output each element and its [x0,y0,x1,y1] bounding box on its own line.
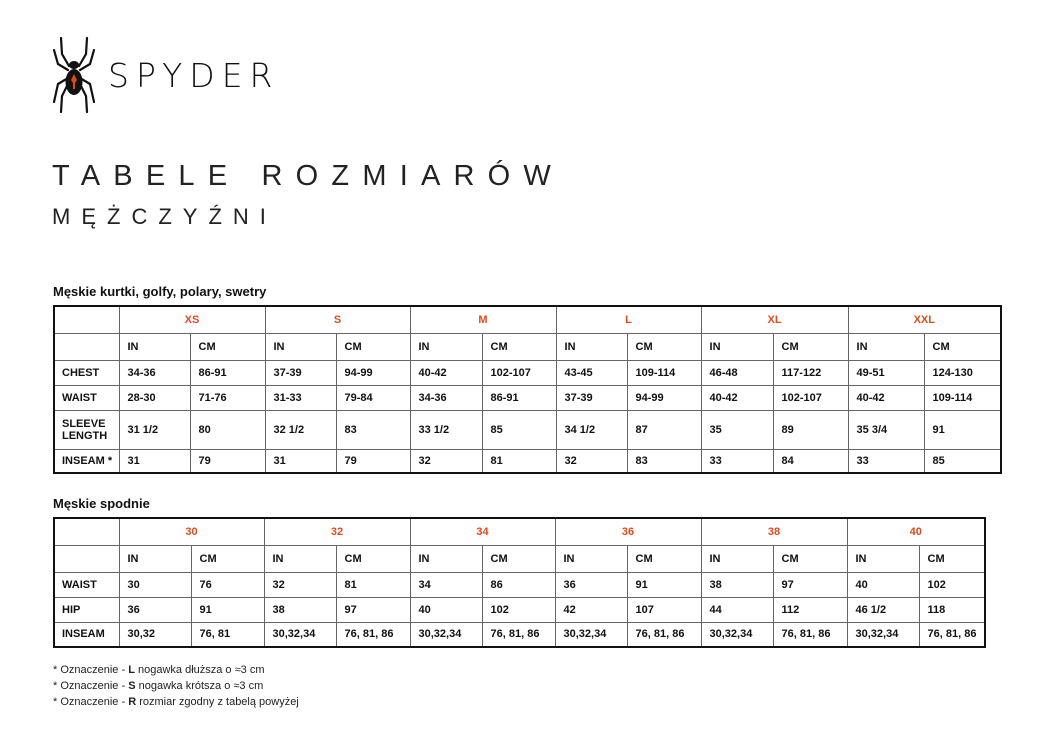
table-cell: 102-107 [773,385,848,410]
row-label: WAIST [54,385,119,410]
table-cell: 32 [264,572,336,597]
table-cell: 49-51 [848,360,924,385]
table-cell: 43-45 [556,360,627,385]
table-cell: 76 [191,572,264,597]
size-heading: 34 [410,518,555,545]
unit-in-heading: IN [847,545,919,572]
table-cell: 102-107 [482,360,556,385]
table-cell: 44 [701,597,773,622]
table-cell: 91 [627,572,701,597]
unit-cm-heading: CM [336,545,410,572]
table-cell: 79 [336,449,410,473]
table-cell: 32 [556,449,627,473]
unit-in-heading: IN [265,333,336,360]
row-label: SLEEVE LENGTH [54,410,119,449]
empty-cell [54,306,119,333]
table-cell: 76, 81, 86 [773,622,847,647]
table-cell: 89 [773,410,848,449]
table-cell: 35 [701,410,773,449]
table-cell: 91 [924,410,1001,449]
row-label: INSEAM * [54,449,119,473]
unit-in-heading: IN [119,333,190,360]
footnote: * Oznaczenie - S nogawka krótsza o ≈3 cm [53,680,264,692]
empty-cell [54,518,119,545]
unit-in-heading: IN [410,545,482,572]
footnote: * Oznaczenie - R rozmiar zgodny z tabelą powyżej [53,696,299,708]
unit-in-heading: IN [119,545,191,572]
table-cell: 118 [919,597,985,622]
footnotes [53,662,299,710]
table-cell: 34-36 [410,385,482,410]
table-cell: 36 [555,572,627,597]
table-cell: 81 [482,449,556,473]
table-cell: 38 [264,597,336,622]
table-cell: 31 1/2 [119,410,190,449]
table-cell: 34-36 [119,360,190,385]
unit-cm-heading: CM [482,545,555,572]
table-cell: 85 [924,449,1001,473]
jackets-size-table [53,305,1002,474]
unit-in-heading: IN [555,545,627,572]
unit-in-heading: IN [701,545,773,572]
table-cell: 40 [410,597,482,622]
size-heading: 40 [847,518,985,545]
table-cell: 38 [701,572,773,597]
unit-cm-heading: CM [919,545,985,572]
size-heading: XS [119,306,265,333]
unit-header-row [54,333,1001,360]
table-cell: 33 [701,449,773,473]
size-heading: S [265,306,410,333]
table-cell: 83 [627,449,701,473]
table-row [54,622,985,647]
table-cell: 28-30 [119,385,190,410]
empty-cell [54,333,119,360]
table-cell: 109-114 [924,385,1001,410]
table-cell: 37-39 [265,360,336,385]
table-cell: 32 [410,449,482,473]
footnote: * Oznaczenie - L nogawka dłuższa o ≈3 cm [53,664,265,676]
unit-cm-heading: CM [627,333,701,360]
table-cell: 83 [336,410,410,449]
table-cell: 117-122 [773,360,848,385]
unit-cm-heading: CM [191,545,264,572]
table-cell: 107 [627,597,701,622]
table-cell: 40-42 [701,385,773,410]
brand-logo [52,36,279,114]
table-cell: 46 1/2 [847,597,919,622]
table-cell: 84 [773,449,848,473]
table-cell: 31-33 [265,385,336,410]
table-cell: 31 [265,449,336,473]
table-cell: 35 3/4 [848,410,924,449]
unit-in-heading: IN [701,333,773,360]
table-cell: 32 1/2 [265,410,336,449]
table-cell: 79 [190,449,265,473]
size-heading: 36 [555,518,701,545]
unit-cm-heading: CM [482,333,556,360]
table-cell: 30,32,34 [410,622,482,647]
table-cell: 30,32,34 [264,622,336,647]
table-cell: 86 [482,572,555,597]
size-heading: XXL [848,306,1001,333]
table-cell: 34 1/2 [556,410,627,449]
empty-cell [54,545,119,572]
table-cell: 40-42 [848,385,924,410]
table-cell: 86-91 [190,360,265,385]
table-cell: 81 [336,572,410,597]
trousers-section-title: Męskie spodnie [53,496,150,511]
table-row [54,597,985,622]
table-cell: 112 [773,597,847,622]
table-cell: 34 [410,572,482,597]
table-row [54,572,985,597]
table-cell: 30,32,34 [847,622,919,647]
table-cell: 97 [336,597,410,622]
size-heading: 30 [119,518,264,545]
size-header-row [54,518,985,545]
table-cell: 40 [847,572,919,597]
table-cell: 85 [482,410,556,449]
table-cell: 109-114 [627,360,701,385]
unit-in-heading: IN [848,333,924,360]
table-cell: 97 [773,572,847,597]
table-cell: 76, 81, 86 [482,622,555,647]
trousers-size-table [53,517,986,648]
unit-cm-heading: CM [627,545,701,572]
table-cell: 37-39 [556,385,627,410]
size-heading: M [410,306,556,333]
row-label: WAIST [54,572,119,597]
table-cell: 30,32 [119,622,191,647]
table-cell: 76, 81, 86 [336,622,410,647]
size-header-row [54,306,1001,333]
row-label: HIP [54,597,119,622]
unit-cm-heading: CM [773,333,848,360]
unit-cm-heading: CM [773,545,847,572]
table-cell: 76, 81, 86 [627,622,701,647]
table-row [54,360,1001,385]
table-cell: 102 [919,572,985,597]
unit-in-heading: IN [410,333,482,360]
size-heading: XL [701,306,848,333]
table-cell: 86-91 [482,385,556,410]
table-cell: 91 [191,597,264,622]
table-cell: 87 [627,410,701,449]
unit-in-heading: IN [556,333,627,360]
unit-header-row [54,545,985,572]
unit-cm-heading: CM [190,333,265,360]
table-cell: 76, 81 [191,622,264,647]
table-cell: 94-99 [336,360,410,385]
page-title: TABELE ROZMIARÓW [52,160,564,192]
table-row [54,385,1001,410]
page-subtitle: MĘŻCZYŹNI [52,204,277,229]
jackets-section-title: Męskie kurtki, golfy, polary, swetry [53,284,267,299]
table-cell: 102 [482,597,555,622]
unit-cm-heading: CM [336,333,410,360]
unit-in-heading: IN [264,545,336,572]
table-cell: 124-130 [924,360,1001,385]
table-cell: 79-84 [336,385,410,410]
unit-cm-heading: CM [924,333,1001,360]
size-heading: 32 [264,518,410,545]
table-cell: 30,32,34 [701,622,773,647]
table-cell: 33 1/2 [410,410,482,449]
table-cell: 94-99 [627,385,701,410]
table-cell: 42 [555,597,627,622]
table-row [54,449,1001,473]
row-label: CHEST [54,360,119,385]
table-cell: 30 [119,572,191,597]
table-row [54,410,1001,449]
table-cell: 76, 81, 86 [919,622,985,647]
size-heading: L [556,306,701,333]
row-label: INSEAM [54,622,119,647]
brand-wordmark: SPYDER [108,55,280,95]
size-heading: 38 [701,518,847,545]
table-cell: 31 [119,449,190,473]
table-cell: 36 [119,597,191,622]
table-cell: 30,32,34 [555,622,627,647]
table-cell: 40-42 [410,360,482,385]
spider-logo-icon [52,36,96,114]
table-cell: 71-76 [190,385,265,410]
table-cell: 33 [848,449,924,473]
table-cell: 46-48 [701,360,773,385]
table-cell: 80 [190,410,265,449]
